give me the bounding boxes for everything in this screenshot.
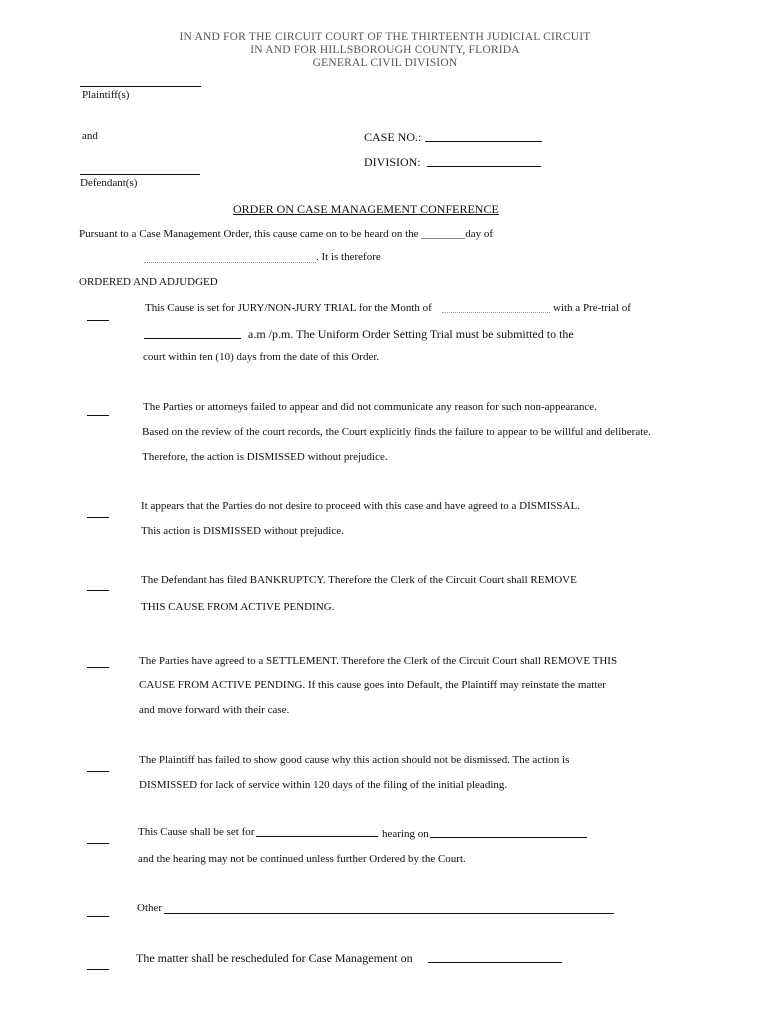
court-header-line3: GENERAL CIVIL DIVISION — [312, 57, 458, 69]
other-label: Other — [137, 902, 163, 914]
intro-line2: . It is therefore — [316, 251, 381, 263]
jury-trial-line1a: This Cause is set for JURY/NON-JURY TRIAL for the Month of — [145, 302, 432, 314]
check-blank-reschedule[interactable] — [87, 969, 109, 970]
bankruptcy-line1: The Defendant has filed BANKRUPTCY. Therefore the Clerk of the Circuit Court shall REMOVE — [141, 574, 577, 586]
dismissal-line1: It appears that the Parties do not desire to proceed with this case and have agreed to a DISMISSAL. — [141, 500, 580, 512]
pretrial-time-field[interactable] — [144, 338, 241, 339]
intro-date-field[interactable] — [144, 262, 316, 263]
order-title: ORDER ON CASE MANAGEMENT CONFERENCE — [233, 202, 499, 216]
intro-line1: Pursuant to a Case Management Order, this cause came on to be heard on the ________day of — [79, 228, 494, 240]
check-blank-jury-trial[interactable] — [87, 320, 109, 321]
case-no-label: CASE NO.: — [364, 130, 422, 144]
settlement-line1: The Parties have agreed to a SETTLEMENT. Therefore the Clerk of the Circuit Court shall REMOVE THIS — [139, 655, 618, 667]
service-line1: The Plaintiff has failed to show good cause why this action should not be dismissed. The action is — [139, 754, 570, 766]
court-header-line1: IN AND FOR THE CIRCUIT COURT OF THE THIRTEENTH JUDICIAL CIRCUIT — [179, 31, 591, 43]
check-blank-non-appearance[interactable] — [87, 415, 109, 416]
bankruptcy-line2: THIS CAUSE FROM ACTIVE PENDING. — [141, 601, 335, 613]
check-blank-settlement[interactable] — [87, 667, 109, 668]
non-appearance-line3: Therefore, the action is DISMISSED without prejudice. — [142, 451, 388, 463]
check-blank-hearing[interactable] — [87, 843, 109, 844]
hearing-type-field[interactable] — [256, 836, 378, 837]
jury-trial-line2: a.m /p.m. The Uniform Order Setting Trial must be submitted to the — [248, 327, 574, 341]
non-appearance-line2: Based on the review of the court records, the Court explicitly finds the failure to appear to be willful and deliberate. — [142, 426, 651, 438]
hearing-line1b: hearing on — [382, 828, 429, 840]
ordered-adjudged: ORDERED AND ADJUDGED — [79, 276, 218, 288]
reschedule-line: The matter shall be rescheduled for Case Management on — [136, 951, 413, 965]
check-blank-lack-of-service[interactable] — [87, 771, 109, 772]
service-line2: DISMISSED for lack of service within 120 days of the filing of the initial pleading. — [139, 779, 508, 791]
settlement-line3: and move forward with their case. — [139, 704, 290, 716]
trial-month-field[interactable] — [442, 312, 550, 313]
defendants-label: Defendant(s) — [80, 177, 138, 189]
jury-trial-line1b: with a Pre-trial of — [553, 302, 631, 314]
dismissal-line2: This action is DISMISSED without prejudice. — [141, 525, 344, 537]
hearing-line1a: This Cause shall be set for — [138, 826, 255, 838]
check-blank-other[interactable] — [87, 916, 109, 917]
division-field[interactable] — [427, 166, 541, 167]
other-field[interactable] — [164, 913, 614, 914]
jury-trial-line3: court within ten (10) days from the date of this Order. — [143, 351, 380, 363]
defendant-name-field[interactable] — [80, 174, 200, 175]
check-blank-bankruptcy[interactable] — [87, 590, 109, 591]
non-appearance-line1: The Parties or attorneys failed to appear and did not communicate any reason for such non-appearance. — [143, 401, 597, 413]
hearing-date-field[interactable] — [430, 837, 587, 838]
and-label: and — [82, 130, 98, 142]
plaintiff-name-field[interactable] — [80, 86, 201, 87]
case-no-field[interactable] — [425, 141, 542, 142]
reschedule-date-field[interactable] — [428, 962, 562, 963]
division-label: DIVISION: — [364, 155, 421, 169]
plaintiffs-label: Plaintiff(s) — [82, 89, 130, 101]
court-header-line2: IN AND FOR HILLSBOROUGH COUNTY, FLORIDA — [250, 44, 520, 56]
hearing-line2: and the hearing may not be continued unless further Ordered by the Court. — [138, 853, 466, 865]
check-blank-dismissal[interactable] — [87, 517, 109, 518]
settlement-line2: CAUSE FROM ACTIVE PENDING. If this cause goes into Default, the Plaintiff may reinstate the matter — [139, 679, 606, 691]
